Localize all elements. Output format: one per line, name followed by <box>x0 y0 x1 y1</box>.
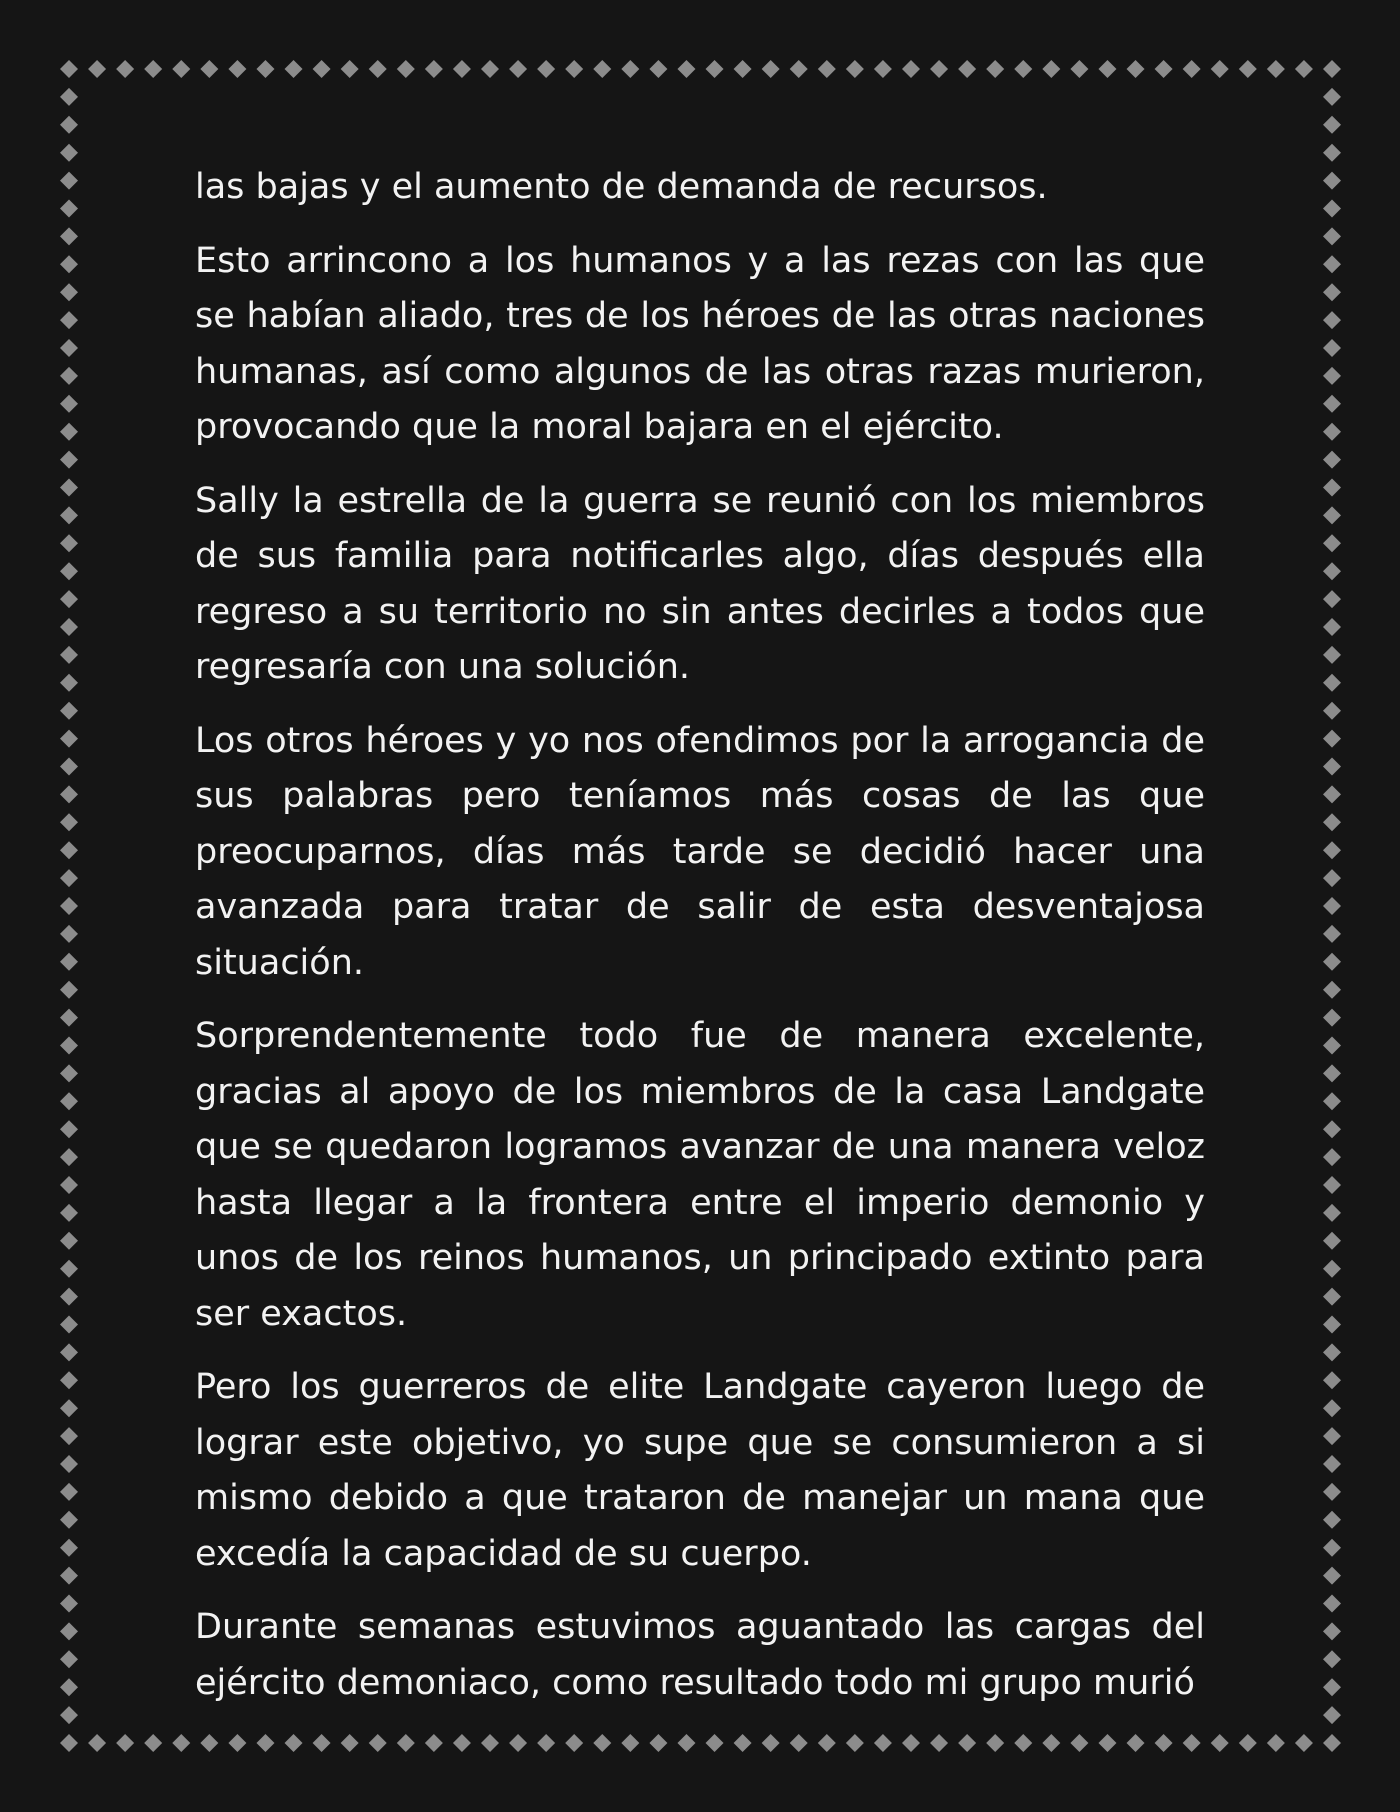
border-diamond <box>1323 981 1341 999</box>
border-diamond <box>116 60 134 78</box>
border-diamond <box>537 60 555 78</box>
border-diamond <box>200 1734 218 1752</box>
border-diamond <box>1323 1511 1341 1529</box>
border-diamond <box>60 1399 78 1417</box>
border-diamond <box>1323 367 1341 385</box>
border-diamond <box>1127 1734 1145 1752</box>
border-diamond <box>60 367 78 385</box>
border-diamond <box>60 1371 78 1389</box>
border-diamond <box>200 60 218 78</box>
border-diamond <box>1239 60 1257 78</box>
border-diamond <box>172 60 190 78</box>
border-diamond <box>1323 60 1341 78</box>
border-diamond <box>1323 1148 1341 1166</box>
border-diamond <box>1323 1176 1341 1194</box>
border-diamond <box>60 1260 78 1278</box>
border-diamond <box>1014 1734 1032 1752</box>
border-diamond <box>60 1148 78 1166</box>
border-diamond <box>60 255 78 273</box>
border-diamond <box>60 1539 78 1557</box>
border-diamond <box>902 1734 920 1752</box>
border-diamond <box>1323 116 1341 134</box>
border-diamond <box>1183 60 1201 78</box>
border-diamond <box>1323 646 1341 664</box>
border-diamond <box>1211 60 1229 78</box>
border-diamond <box>60 590 78 608</box>
border-diamond <box>60 1427 78 1445</box>
border-diamond <box>60 953 78 971</box>
border-diamond <box>1323 172 1341 190</box>
border-diamond <box>60 172 78 190</box>
border-diamond <box>60 1511 78 1529</box>
border-diamond <box>1127 60 1145 78</box>
border-diamond <box>930 60 948 78</box>
border-diamond <box>509 60 527 78</box>
border-diamond <box>621 1734 639 1752</box>
border-diamond <box>1323 1120 1341 1138</box>
border-diamond <box>1323 1316 1341 1334</box>
border-diamond <box>1323 841 1341 859</box>
border-diamond <box>1323 1064 1341 1082</box>
border-diamond <box>60 1595 78 1613</box>
border-diamond <box>1323 506 1341 524</box>
border-diamond <box>1323 1483 1341 1501</box>
border-diamond <box>60 1343 78 1361</box>
border-diamond <box>1323 590 1341 608</box>
border-diamond <box>874 60 892 78</box>
border-diamond <box>958 1734 976 1752</box>
border-diamond <box>593 1734 611 1752</box>
border-diamond <box>1295 60 1313 78</box>
border-diamond <box>649 1734 667 1752</box>
border-diamond <box>60 897 78 915</box>
border-diamond <box>986 60 1004 78</box>
border-diamond <box>369 1734 387 1752</box>
border-diamond <box>1323 897 1341 915</box>
border-diamond <box>60 479 78 497</box>
border-diamond <box>397 60 415 78</box>
border-diamond <box>313 60 331 78</box>
border-diamond <box>1239 1734 1257 1752</box>
border-diamond <box>285 1734 303 1752</box>
border-diamond <box>1323 1734 1341 1752</box>
border-diamond <box>60 1120 78 1138</box>
border-diamond <box>818 60 836 78</box>
border-diamond <box>60 506 78 524</box>
border-diamond <box>1155 60 1173 78</box>
border-diamond <box>1323 562 1341 580</box>
border-diamond <box>1323 1371 1341 1389</box>
border-diamond <box>60 758 78 776</box>
border-diamond <box>60 1706 78 1724</box>
border-diamond <box>60 1009 78 1027</box>
border-diamond <box>621 60 639 78</box>
border-diamond <box>1070 60 1088 78</box>
border-diamond <box>1323 144 1341 162</box>
border-diamond <box>649 60 667 78</box>
border-diamond <box>313 1734 331 1752</box>
border-diamond <box>902 60 920 78</box>
border-diamond <box>60 1092 78 1110</box>
border-diamond <box>60 1204 78 1222</box>
border-diamond <box>1323 730 1341 748</box>
border-diamond <box>60 1567 78 1585</box>
border-diamond <box>1323 1539 1341 1557</box>
border-diamond <box>1014 60 1032 78</box>
paragraph-2: Esto arrincono a los humanos y a las rezas con las que se habían aliado, tres de los héroes de las otras naciones humanas, así como algunos de las otras razas murieron, provocando que la moral bajara en el ejército. <box>195 240 1205 447</box>
border-diamond <box>1323 423 1341 441</box>
border-diamond <box>60 283 78 301</box>
border-diamond <box>1323 702 1341 720</box>
border-diamond <box>60 339 78 357</box>
border-diamond <box>1323 785 1341 803</box>
border-diamond <box>762 1734 780 1752</box>
border-diamond <box>60 1734 78 1752</box>
border-diamond <box>1042 1734 1060 1752</box>
border-diamond <box>1155 1734 1173 1752</box>
border-diamond <box>1323 1650 1341 1668</box>
border-diamond <box>1323 1567 1341 1585</box>
border-diamond <box>1267 60 1285 78</box>
border-diamond <box>1323 674 1341 692</box>
border-diamond <box>453 60 471 78</box>
border-diamond <box>60 1037 78 1055</box>
border-diamond <box>369 60 387 78</box>
border-diamond <box>60 1316 78 1334</box>
border-diamond <box>1323 1092 1341 1110</box>
border-diamond <box>1323 227 1341 245</box>
paragraph-5: Sorprendentemente todo fue de manera excelente, gracias al apoyo de los miembros de la casa Landgate que se quedaron logramos avanzar de una manera veloz hasta llegar a la frontera entre el imperio demonio y unos de los reinos humanos, un principado extinto para ser exactos. <box>195 1016 1205 1334</box>
border-diamond <box>88 1734 106 1752</box>
border-diamond <box>1323 1678 1341 1696</box>
border-diamond <box>60 1232 78 1250</box>
border-diamond <box>1070 1734 1088 1752</box>
border-diamond <box>60 1650 78 1668</box>
border-diamond <box>1323 1343 1341 1361</box>
border-diamond <box>60 674 78 692</box>
border-diamond <box>1323 339 1341 357</box>
border-diamond <box>1323 395 1341 413</box>
border-diamond <box>453 1734 471 1752</box>
border-diamond <box>1295 1734 1313 1752</box>
border-diamond <box>60 116 78 134</box>
border-diamond <box>1267 1734 1285 1752</box>
border-diamond <box>60 618 78 636</box>
border-diamond <box>60 702 78 720</box>
border-diamond <box>60 981 78 999</box>
border-diamond <box>481 60 499 78</box>
border-diamond <box>1098 1734 1116 1752</box>
border-diamond <box>60 925 78 943</box>
border-diamond <box>425 1734 443 1752</box>
border-diamond <box>1323 869 1341 887</box>
border-diamond <box>60 534 78 552</box>
border-diamond <box>790 1734 808 1752</box>
border-diamond <box>1098 60 1116 78</box>
border-diamond <box>60 1678 78 1696</box>
border-diamond <box>509 1734 527 1752</box>
border-diamond <box>60 227 78 245</box>
border-diamond <box>846 1734 864 1752</box>
border-diamond <box>1323 925 1341 943</box>
border-diamond <box>734 60 752 78</box>
border-diamond <box>60 1622 78 1640</box>
paragraph-4: Los otros héroes y yo nos ofendimos por la arrogancia de sus palabras pero teníamos más cosas de las que preocuparnos, días más tarde se decidió hacer una avanzada para tratar de salir de esta desventajosa situación. <box>195 720 1205 983</box>
border-diamond <box>1323 1427 1341 1445</box>
border-diamond <box>60 88 78 106</box>
border-diamond <box>1323 1595 1341 1613</box>
border-diamond <box>1323 88 1341 106</box>
border-diamond <box>1323 1009 1341 1027</box>
border-diamond <box>341 1734 359 1752</box>
border-diamond <box>1323 618 1341 636</box>
border-diamond <box>60 562 78 580</box>
border-diamond <box>1323 953 1341 971</box>
border-diamond <box>1323 813 1341 831</box>
border-diamond <box>874 1734 892 1752</box>
border-diamond <box>341 60 359 78</box>
border-diamond <box>1323 1706 1341 1724</box>
border-diamond <box>60 841 78 859</box>
border-diamond <box>425 60 443 78</box>
border-diamond <box>1323 1455 1341 1473</box>
border-diamond <box>818 1734 836 1752</box>
border-diamond <box>1323 1399 1341 1417</box>
border-diamond <box>1183 1734 1201 1752</box>
border-diamond <box>60 1288 78 1306</box>
border-diamond <box>60 646 78 664</box>
border-diamond <box>958 60 976 78</box>
border-diamond <box>1323 200 1341 218</box>
border-diamond <box>60 730 78 748</box>
border-diamond <box>144 1734 162 1752</box>
border-diamond <box>1323 1622 1341 1640</box>
border-diamond <box>677 1734 695 1752</box>
border-diamond <box>1042 60 1060 78</box>
border-diamond <box>734 1734 752 1752</box>
border-diamond <box>60 144 78 162</box>
border-diamond <box>60 869 78 887</box>
page-text <box>195 160 1205 1703</box>
border-diamond <box>930 1734 948 1752</box>
border-diamond <box>60 451 78 469</box>
border-diamond <box>1323 1232 1341 1250</box>
paragraph-7: Durante semanas estuvimos aguantado las cargas del ejército demoniaco, como resultado todo mi grupo murió <box>195 1607 1205 1703</box>
border-diamond <box>846 60 864 78</box>
border-diamond <box>677 60 695 78</box>
border-diamond <box>593 60 611 78</box>
paragraph-3: Sally la estrella de la guerra se reunió con los miembros de sus familia para notificarles algo, días después ella regreso a su territorio no sin antes decirles a todos que regresaría con una solución. <box>195 480 1205 687</box>
border-diamond <box>706 1734 724 1752</box>
border-diamond <box>762 60 780 78</box>
border-diamond <box>1323 479 1341 497</box>
border-diamond <box>228 60 246 78</box>
border-diamond <box>790 60 808 78</box>
border-diamond <box>706 60 724 78</box>
border-diamond <box>256 60 274 78</box>
border-diamond <box>60 1455 78 1473</box>
border-diamond <box>172 1734 190 1752</box>
border-diamond <box>1323 758 1341 776</box>
border-diamond <box>285 60 303 78</box>
border-diamond <box>1323 451 1341 469</box>
border-diamond <box>986 1734 1004 1752</box>
border-diamond <box>60 423 78 441</box>
border-diamond <box>60 60 78 78</box>
border-diamond <box>1323 534 1341 552</box>
border-diamond <box>144 60 162 78</box>
border-diamond <box>565 1734 583 1752</box>
border-diamond <box>481 1734 499 1752</box>
border-diamond <box>116 1734 134 1752</box>
border-diamond <box>565 60 583 78</box>
border-diamond <box>60 311 78 329</box>
paragraph-6: Pero los guerreros de elite Landgate cayeron luego de lograr este objetivo, yo supe que se consumieron a si mismo debido a que trataron de manejar un mana que excedía la capacidad de su cuerpo. <box>195 1367 1205 1574</box>
border-diamond <box>256 1734 274 1752</box>
border-diamond <box>60 785 78 803</box>
border-diamond <box>1323 311 1341 329</box>
border-diamond <box>1211 1734 1229 1752</box>
border-diamond <box>60 395 78 413</box>
border-diamond <box>60 200 78 218</box>
paragraph-1: las bajas y el aumento de demanda de recursos. <box>195 167 1048 207</box>
border-diamond <box>60 1483 78 1501</box>
border-diamond <box>60 813 78 831</box>
border-diamond <box>60 1176 78 1194</box>
border-diamond <box>397 1734 415 1752</box>
border-diamond <box>1323 1204 1341 1222</box>
border-diamond <box>1323 1037 1341 1055</box>
border-diamond <box>1323 255 1341 273</box>
border-diamond <box>1323 283 1341 301</box>
border-diamond <box>537 1734 555 1752</box>
border-diamond <box>228 1734 246 1752</box>
border-diamond <box>1323 1260 1341 1278</box>
border-diamond <box>88 60 106 78</box>
border-diamond <box>1323 1288 1341 1306</box>
border-diamond <box>60 1064 78 1082</box>
